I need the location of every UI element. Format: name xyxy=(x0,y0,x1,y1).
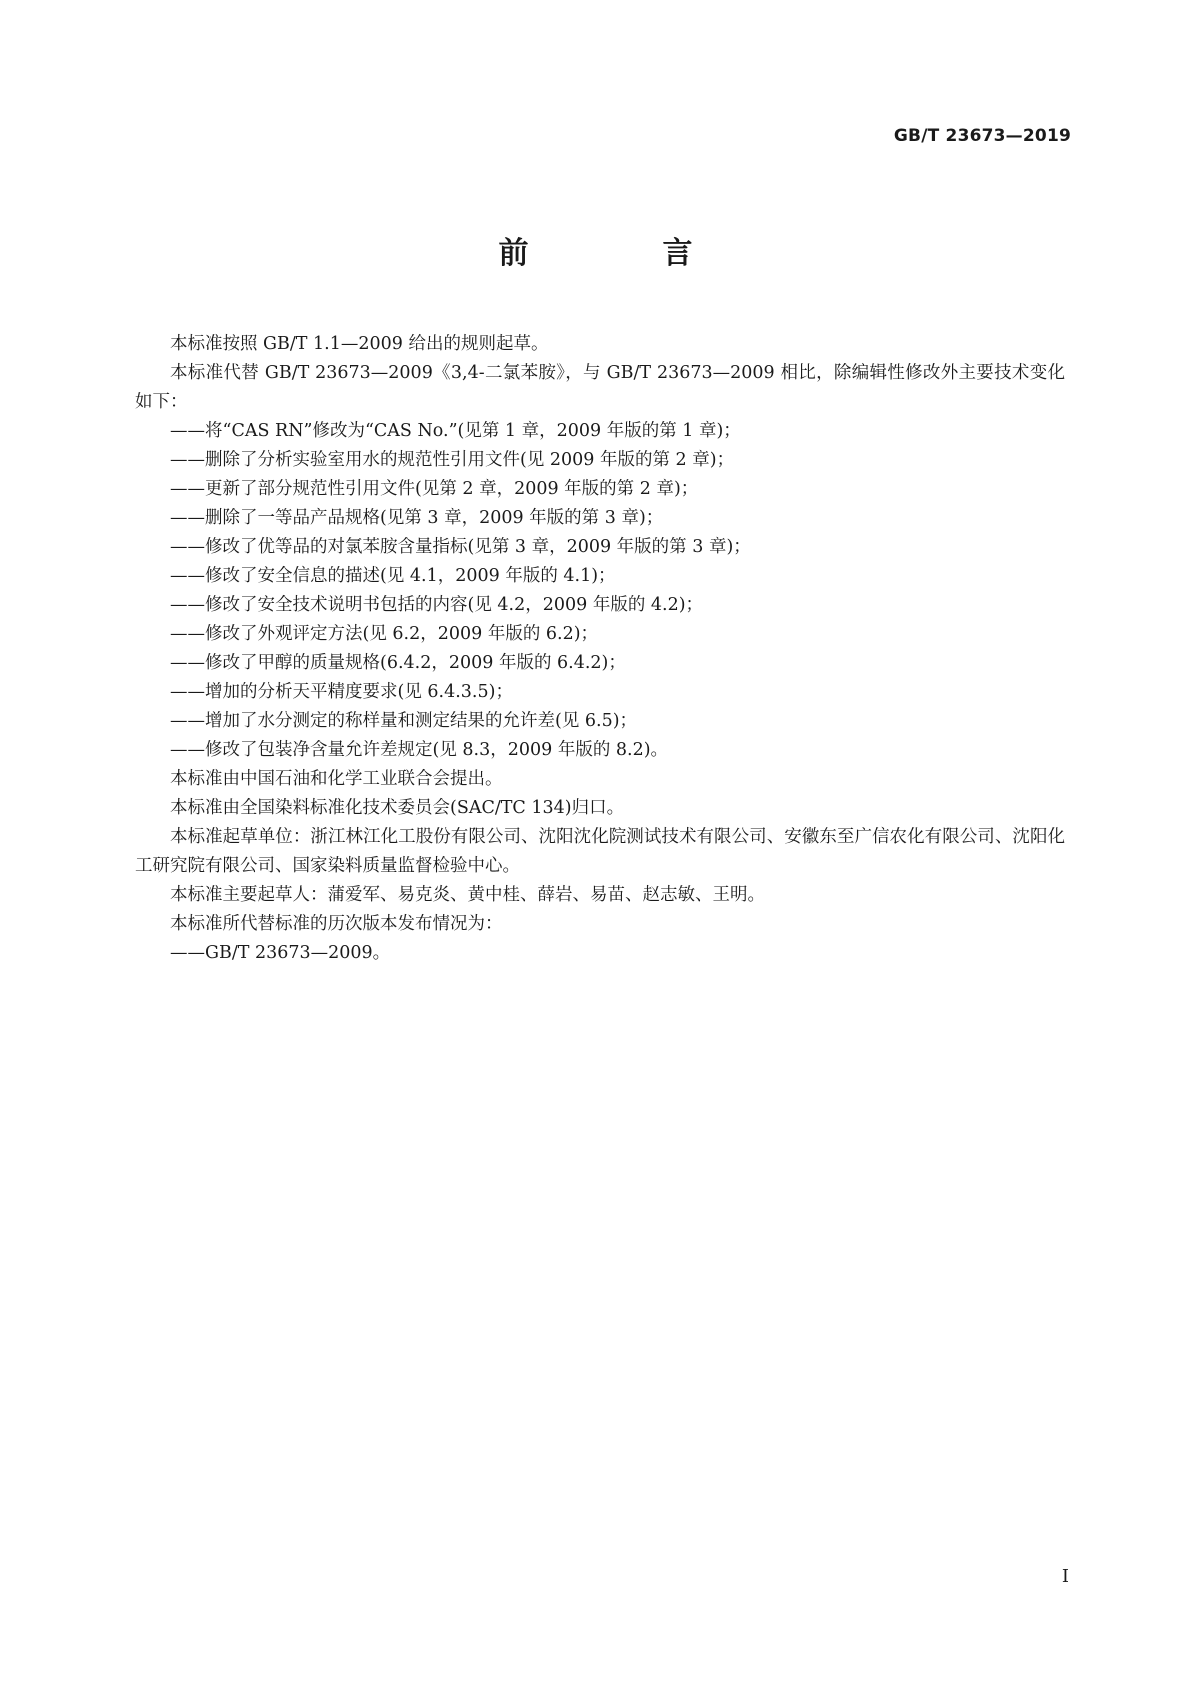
list-item: ——修改了包装净含量允许差规定(见 8.3，2009 年版的 8.2)。 xyxy=(170,740,669,760)
paragraph: 本标准代替 GB/T 23673—2009《3,4-二氯苯胺》，与 GB/T 23673—2009 相比，除编辑性修改外主要技术变化如下： xyxy=(135,363,1065,412)
list-item: ——修改了优等品的对氯苯胺含量指标(见第 3 章，2009 年版的第 3 章)； xyxy=(170,537,751,557)
paragraph: 本标准起草单位：浙江林江化工股份有限公司、沈阳沈化院测试技术有限公司、安徽东至广信农化有限公司、沈阳化工研究院有限公司、国家染料质量监督检验中心。 xyxy=(135,827,1065,876)
page-title: 前 言 xyxy=(498,236,745,271)
list-item: ——删除了一等品产品规格(见第 3 章，2009 年版的第 3 章)； xyxy=(170,508,664,528)
list-item: ——修改了安全信息的描述(见 4.1，2009 年版的 4.1)； xyxy=(170,566,616,586)
document-id: GB/T 23673—2019 xyxy=(893,126,1071,146)
foreword-body xyxy=(135,330,1065,968)
list-item: ——增加的分析天平精度要求(见 6.4.3.5)； xyxy=(170,682,513,702)
list-item: ——将“CAS RN”修改为“CAS No.”(见第 1 章，2009 年版的第 1 章)； xyxy=(170,421,741,441)
paragraph: 本标准由全国染料标准化技术委员会(SAC/TC 134)归口。 xyxy=(170,798,625,818)
paragraph: 本标准所代替标准的历次版本发布情况为： xyxy=(170,914,503,934)
list-item: ——增加了水分测定的称样量和测定结果的允许差(见 6.5)； xyxy=(170,711,638,731)
list-item: ——修改了甲醇的质量规格(6.4.2，2009 年版的 6.4.2)； xyxy=(170,653,626,673)
paragraph: 本标准主要起草人：蒲爱军、易克炎、黄中桂、薛岩、易苗、赵志敏、王明。 xyxy=(170,885,765,905)
list-item: ——删除了分析实验室用水的规范性引用文件(见 2009 年版的第 2 章)； xyxy=(170,450,735,470)
paragraph: 本标准由中国石油和化学工业联合会提出。 xyxy=(170,769,503,789)
list-item: ——GB/T 23673—2009。 xyxy=(170,943,391,963)
list-item: ——修改了外观评定方法(见 6.2，2009 年版的 6.2)； xyxy=(170,624,599,644)
list-item: ——修改了安全技术说明书包括的内容(见 4.2，2009 年版的 4.2)； xyxy=(170,595,704,615)
paragraph: 本标准按照 GB/T 1.1—2009 给出的规则起草。 xyxy=(170,334,549,354)
page-number: I xyxy=(1061,1566,1069,1587)
list-item: ——更新了部分规范性引用文件(见第 2 章，2009 年版的第 2 章)； xyxy=(170,479,699,499)
